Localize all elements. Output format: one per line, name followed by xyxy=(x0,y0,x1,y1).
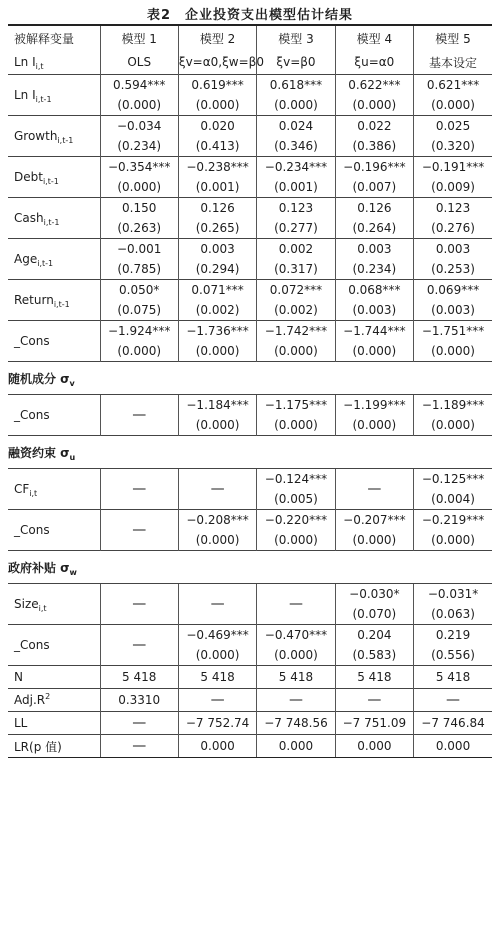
section-title: 融资约束 σ xyxy=(8,445,70,460)
statistic-value: −7 746.84 xyxy=(414,712,492,735)
statistic-value: 0.000 xyxy=(414,735,492,758)
estimate-cell xyxy=(178,321,256,362)
p-value: (0.000) xyxy=(274,533,318,547)
table-row xyxy=(8,116,492,157)
p-value: (0.000) xyxy=(117,344,162,358)
coefficient: −1.189*** xyxy=(421,398,485,412)
estimate-cell xyxy=(100,321,178,362)
model-header: 模型 5 xyxy=(414,25,492,50)
p-value: (0.583) xyxy=(352,648,397,662)
coefficient: −0.219*** xyxy=(421,513,485,527)
statistic-row xyxy=(8,689,492,712)
p-value: (0.075) xyxy=(117,303,162,317)
coefficient: 0.126 xyxy=(200,201,235,215)
p-value: (0.000) xyxy=(352,344,397,358)
variable-label: _Cons xyxy=(14,638,50,652)
dependent-variable-label: 被解释变量 xyxy=(8,25,100,50)
coefficient: 0.071*** xyxy=(191,283,244,297)
estimate-cell xyxy=(335,198,413,239)
coefficient: −0.196*** xyxy=(343,160,406,174)
header-row-specs xyxy=(8,50,492,75)
estimate-cell xyxy=(335,116,413,157)
model-spec: OLS xyxy=(100,50,178,75)
variable-name xyxy=(8,75,100,116)
p-value: (0.413) xyxy=(195,139,240,153)
statistic-name xyxy=(8,712,100,735)
p-value: (0.002) xyxy=(195,303,240,317)
p-value: (0.005) xyxy=(274,492,318,506)
table-row xyxy=(8,157,492,198)
p-value: (0.000) xyxy=(195,418,240,432)
statistic-value: −7 748.56 xyxy=(257,712,335,735)
p-value: (0.009) xyxy=(431,180,475,194)
coefficient: −0.220*** xyxy=(264,513,328,527)
model-header: 模型 3 xyxy=(257,25,335,50)
table-row xyxy=(8,239,492,280)
estimate-cell xyxy=(335,584,413,625)
p-value: (0.000) xyxy=(431,533,475,547)
table-row xyxy=(8,395,492,436)
estimate-cell xyxy=(100,198,178,239)
statistic-label: Adj.R xyxy=(14,693,46,707)
coefficient: 0.204 xyxy=(357,628,392,642)
table-title: 表2 企业投资支出模型估计结果 xyxy=(146,8,354,23)
estimate-cell xyxy=(257,198,335,239)
variable-name xyxy=(8,469,100,510)
p-value: (0.320) xyxy=(431,139,475,153)
variable-label: Growth xyxy=(14,129,58,143)
statistic-name xyxy=(8,689,100,712)
regression-table xyxy=(8,24,492,758)
estimate-cell xyxy=(100,157,178,198)
statistic-value: — xyxy=(335,689,413,712)
estimate-cell xyxy=(335,625,413,666)
estimate-cell xyxy=(257,116,335,157)
p-value: (0.346) xyxy=(274,139,318,153)
estimate-cell xyxy=(100,584,178,625)
estimate-cell xyxy=(335,239,413,280)
statistic-name xyxy=(8,666,100,689)
variable-label: Debt xyxy=(14,170,43,184)
estimate-cell xyxy=(414,198,492,239)
statistic-value: 5 418 xyxy=(257,666,335,689)
coefficient: −0.030* xyxy=(349,587,400,601)
p-value: (0.785) xyxy=(117,262,162,276)
variable-name xyxy=(8,321,100,362)
estimate-cell xyxy=(414,469,492,510)
coefficient: — xyxy=(210,596,225,612)
p-value: (0.001) xyxy=(274,180,318,194)
estimate-cell xyxy=(414,584,492,625)
p-value: (0.000) xyxy=(117,98,162,112)
variable-label: _Cons xyxy=(14,408,50,422)
estimate-cell xyxy=(178,510,256,551)
estimate-cell xyxy=(335,280,413,321)
coefficient: −1.742*** xyxy=(264,324,328,338)
p-value: (0.294) xyxy=(195,262,240,276)
statistic-value: — xyxy=(257,689,335,712)
p-value: (0.000) xyxy=(195,98,240,112)
estimate-cell xyxy=(100,469,178,510)
coefficient: −1.184*** xyxy=(186,398,249,412)
statistic-value: 5 418 xyxy=(178,666,256,689)
header-row-models xyxy=(8,25,492,50)
estimate-cell xyxy=(100,510,178,551)
p-value: (0.234) xyxy=(352,262,397,276)
coefficient: −0.469*** xyxy=(186,628,249,642)
coefficient: 0.003 xyxy=(200,242,235,256)
estimate-cell xyxy=(257,625,335,666)
model-spec: ξu=α0 xyxy=(335,50,413,75)
estimate-cell xyxy=(257,395,335,436)
coefficient: −1.736*** xyxy=(186,324,249,338)
section-label xyxy=(8,551,492,584)
variable-subscript: i,t xyxy=(38,604,47,613)
coefficient: −0.125*** xyxy=(421,472,485,486)
p-value: (0.263) xyxy=(117,221,162,235)
coefficient: 0.068*** xyxy=(348,283,401,297)
section-subscript: v xyxy=(69,378,75,388)
statistic-row xyxy=(8,712,492,735)
section-subscript: w xyxy=(69,567,77,577)
coefficient: 0.022 xyxy=(357,119,392,133)
table-row xyxy=(8,584,492,625)
variable-label: Age xyxy=(14,252,38,266)
coefficient: 0.003 xyxy=(435,242,471,256)
variable-name xyxy=(8,280,100,321)
coefficient: −1.744*** xyxy=(343,324,406,338)
section-label xyxy=(8,362,492,395)
estimate-cell xyxy=(178,469,256,510)
model-spec: ξv=β0 xyxy=(257,50,335,75)
coefficient: −0.191*** xyxy=(421,160,485,174)
coefficient: −0.031* xyxy=(427,587,479,601)
statistic-value: — xyxy=(178,689,256,712)
coefficient: −0.207*** xyxy=(343,513,406,527)
section-subscript: u xyxy=(69,452,76,462)
p-value: (0.000) xyxy=(352,533,397,547)
estimate-cell xyxy=(414,321,492,362)
p-value: (0.000) xyxy=(195,648,240,662)
coefficient: −0.238*** xyxy=(186,160,249,174)
statistic-row xyxy=(8,666,492,689)
estimate-cell xyxy=(257,75,335,116)
section-row xyxy=(8,436,492,469)
estimate-cell xyxy=(335,321,413,362)
coefficient: 0.123 xyxy=(278,201,314,215)
p-value: (0.003) xyxy=(431,303,475,317)
p-value: (0.234) xyxy=(117,139,162,153)
coefficient: 0.069*** xyxy=(426,283,480,297)
coefficient: 0.621*** xyxy=(426,78,480,92)
p-value: (0.265) xyxy=(195,221,240,235)
variable-label: _Cons xyxy=(14,334,50,348)
estimate-cell xyxy=(414,395,492,436)
statistic-label: LR(p 值) xyxy=(14,739,62,754)
estimate-cell xyxy=(414,625,492,666)
estimate-cell xyxy=(414,510,492,551)
variable-name xyxy=(8,157,100,198)
variable-subscript: i,t-1 xyxy=(42,177,59,186)
p-value: (0.317) xyxy=(274,262,318,276)
coefficient: −0.470*** xyxy=(264,628,328,642)
model-spec: ξv=α0,ξw=β0 xyxy=(178,50,256,75)
section-label xyxy=(8,436,492,469)
variable-name xyxy=(8,395,100,436)
p-value: (0.276) xyxy=(431,221,475,235)
p-value: (0.556) xyxy=(431,648,475,662)
statistic-value: 5 418 xyxy=(414,666,492,689)
estimate-cell xyxy=(414,157,492,198)
coefficient: — xyxy=(210,481,225,497)
statistic-value: 5 418 xyxy=(335,666,413,689)
p-value: (0.002) xyxy=(274,303,318,317)
estimate-cell xyxy=(178,395,256,436)
statistic-superscript: 2 xyxy=(45,692,51,701)
statistic-value: −7 752.74 xyxy=(178,712,256,735)
p-value: (0.001) xyxy=(195,180,240,194)
statistic-label: N xyxy=(14,670,23,684)
section-row xyxy=(8,551,492,584)
estimate-cell xyxy=(257,584,335,625)
variable-subscript: i,t-1 xyxy=(57,136,74,145)
estimate-cell xyxy=(178,157,256,198)
coefficient: 0.619*** xyxy=(191,78,244,92)
coefficient: 0.126 xyxy=(357,201,392,215)
coefficient: — xyxy=(132,481,147,497)
variable-subscript: i,t-1 xyxy=(37,259,54,268)
p-value: (0.000) xyxy=(431,418,475,432)
table-row xyxy=(8,280,492,321)
coefficient: 0.072*** xyxy=(269,283,323,297)
estimate-cell xyxy=(257,280,335,321)
statistic-value: — xyxy=(100,735,178,758)
statistic-row xyxy=(8,735,492,758)
estimate-cell xyxy=(178,280,256,321)
statistic-label: LL xyxy=(14,716,28,730)
coefficient: — xyxy=(132,596,147,612)
p-value: (0.000) xyxy=(274,418,318,432)
estimate-cell xyxy=(100,116,178,157)
coefficient: −0.354*** xyxy=(107,160,171,174)
variable-label: Cash xyxy=(14,211,44,225)
variable-name xyxy=(8,625,100,666)
p-value: (0.063) xyxy=(431,607,475,621)
section-title: 随机成分 σ xyxy=(8,371,70,386)
variable-label: Ln I xyxy=(14,88,36,102)
coefficient: −1.751*** xyxy=(421,324,485,338)
estimate-cell xyxy=(257,239,335,280)
p-value: (0.000) xyxy=(195,533,240,547)
coefficient: 0.002 xyxy=(278,242,314,256)
p-value: (0.386) xyxy=(352,139,397,153)
variable-label: CF xyxy=(14,482,30,496)
estimate-cell xyxy=(178,625,256,666)
estimate-cell xyxy=(414,116,492,157)
variable-name xyxy=(8,116,100,157)
p-value: (0.264) xyxy=(352,221,397,235)
coefficient: −1.175*** xyxy=(264,398,328,412)
estimate-cell xyxy=(335,75,413,116)
variable-label: Return xyxy=(14,293,54,307)
p-value: (0.007) xyxy=(352,180,397,194)
statistic-value: 0.000 xyxy=(335,735,413,758)
coefficient: −0.034 xyxy=(116,119,162,133)
model-header: 模型 1 xyxy=(100,25,178,50)
estimate-cell xyxy=(414,239,492,280)
statistic-name xyxy=(8,735,100,758)
variable-name xyxy=(8,584,100,625)
coefficient: — xyxy=(132,522,147,538)
p-value: (0.004) xyxy=(431,492,475,506)
estimate-cell xyxy=(257,469,335,510)
coefficient: 0.025 xyxy=(435,119,471,133)
variable-subscript: i,t-1 xyxy=(43,218,60,227)
statistic-value: 0.000 xyxy=(178,735,256,758)
section-row xyxy=(8,362,492,395)
variable-name xyxy=(8,239,100,280)
estimate-cell xyxy=(178,584,256,625)
coefficient: 0.594*** xyxy=(113,78,166,92)
statistic-value: 5 418 xyxy=(100,666,178,689)
estimate-cell xyxy=(257,321,335,362)
coefficient: — xyxy=(288,596,303,612)
model-header: 模型 4 xyxy=(335,25,413,50)
model-spec: 基本设定 xyxy=(414,50,492,75)
p-value: (0.000) xyxy=(195,344,240,358)
estimate-cell xyxy=(257,510,335,551)
estimate-cell xyxy=(335,510,413,551)
statistic-value: 0.3310 xyxy=(100,689,178,712)
statistic-value: −7 751.09 xyxy=(335,712,413,735)
estimate-cell xyxy=(257,157,335,198)
coefficient: 0.150 xyxy=(122,201,157,215)
coefficient: 0.219 xyxy=(435,628,471,642)
coefficient: −0.208*** xyxy=(186,513,249,527)
estimate-cell xyxy=(100,395,178,436)
statistic-value: — xyxy=(414,689,492,712)
table-row xyxy=(8,510,492,551)
p-value: (0.000) xyxy=(431,344,475,358)
estimate-cell xyxy=(414,75,492,116)
p-value: (0.000) xyxy=(352,98,397,112)
p-value: (0.000) xyxy=(431,98,475,112)
estimate-cell xyxy=(414,280,492,321)
coefficient: −1.199*** xyxy=(343,398,406,412)
coefficient: 0.003 xyxy=(357,242,392,256)
coefficient: −0.234*** xyxy=(264,160,328,174)
estimate-cell xyxy=(100,280,178,321)
p-value: (0.003) xyxy=(352,303,397,317)
p-value: (0.000) xyxy=(274,98,318,112)
model-header: 模型 2 xyxy=(178,25,256,50)
table-row xyxy=(8,625,492,666)
estimate-cell xyxy=(178,239,256,280)
estimate-cell xyxy=(100,625,178,666)
coefficient: — xyxy=(132,407,147,423)
statistic-value: — xyxy=(100,712,178,735)
variable-name xyxy=(8,510,100,551)
p-value: (0.000) xyxy=(274,344,318,358)
estimate-cell xyxy=(335,469,413,510)
variable-label: _Cons xyxy=(14,523,50,537)
coefficient: 0.050* xyxy=(119,283,160,297)
coefficient: 0.622*** xyxy=(348,78,401,92)
p-value: (0.070) xyxy=(352,607,397,621)
coefficient: −0.001 xyxy=(116,242,162,256)
coefficient: — xyxy=(132,637,147,653)
estimate-cell xyxy=(335,157,413,198)
variable-subscript: i,t-1 xyxy=(53,300,70,309)
p-value: (0.253) xyxy=(431,262,475,276)
variable-name xyxy=(8,198,100,239)
section-title: 政府补贴 σ xyxy=(8,560,70,575)
variable-subscript: i,t-1 xyxy=(35,95,52,104)
estimate-cell xyxy=(335,395,413,436)
estimate-cell xyxy=(100,239,178,280)
p-value: (0.000) xyxy=(117,180,162,194)
variable-subscript: i,t xyxy=(29,489,38,498)
p-value: (0.000) xyxy=(274,648,318,662)
estimate-cell xyxy=(178,75,256,116)
coefficient: 0.020 xyxy=(200,119,235,133)
table-row xyxy=(8,321,492,362)
estimate-cell xyxy=(100,75,178,116)
table-row xyxy=(8,198,492,239)
statistic-value: 0.000 xyxy=(257,735,335,758)
coefficient: 0.123 xyxy=(435,201,471,215)
coefficient: — xyxy=(367,481,382,497)
variable-label: Size xyxy=(14,597,39,611)
p-value: (0.277) xyxy=(274,221,318,235)
coefficient: −0.124*** xyxy=(264,472,328,486)
coefficient: −1.924*** xyxy=(107,324,171,338)
coefficient: 0.618*** xyxy=(269,78,323,92)
coefficient: 0.024 xyxy=(278,119,314,133)
table-row xyxy=(8,75,492,116)
dependent-variable: Ln $I_{i,t}$ xyxy=(14,55,44,71)
p-value: (0.000) xyxy=(352,418,397,432)
table-row xyxy=(8,469,492,510)
estimate-cell xyxy=(178,116,256,157)
estimate-cell xyxy=(178,198,256,239)
